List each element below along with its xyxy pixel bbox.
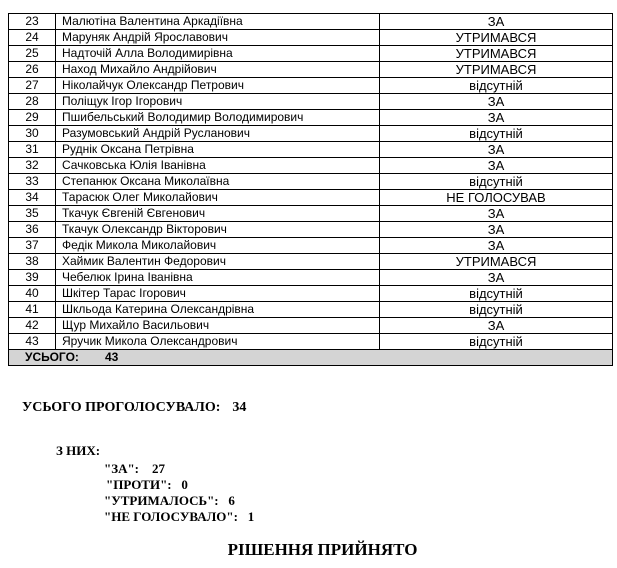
row-number: 24 xyxy=(9,30,56,46)
row-number: 34 xyxy=(9,190,56,206)
row-number: 43 xyxy=(9,334,56,350)
breakdown-abstained-label: "УТРИМАЛОСЬ": xyxy=(104,493,219,508)
table-row xyxy=(9,206,613,222)
vote-result: ЗА xyxy=(380,222,613,238)
vote-result: УТРИМАВСЯ xyxy=(380,62,613,78)
breakdown-for xyxy=(104,461,165,477)
table-row xyxy=(9,174,613,190)
table-row xyxy=(9,238,613,254)
deputy-name: Хаймик Валентин Федорович xyxy=(56,254,380,270)
deputy-name: Тарасюк Олег Миколайович xyxy=(56,190,380,206)
deputy-name: Федік Микола Миколайович xyxy=(56,238,380,254)
deputy-name: Поліщук Ігор Ігорович xyxy=(56,94,380,110)
breakdown-against xyxy=(106,477,188,493)
breakdown-for-value: 27 xyxy=(152,461,166,476)
of-them-heading: З НИХ: xyxy=(56,443,101,458)
table-row xyxy=(9,78,613,94)
deputy-name: Маруняк Андрій Ярославович xyxy=(56,30,380,46)
table-row xyxy=(9,30,613,46)
deputy-name: Ткачук Євгеній Євгенович xyxy=(56,206,380,222)
table-row xyxy=(9,286,613,302)
vote-result: ЗА xyxy=(380,142,613,158)
breakdown-for-label: "ЗА": xyxy=(104,461,140,476)
row-number: 33 xyxy=(9,174,56,190)
row-number: 42 xyxy=(9,318,56,334)
table-row xyxy=(9,190,613,206)
row-number: 28 xyxy=(9,94,56,110)
deputy-name: Руднік Оксана Петрівна xyxy=(56,142,380,158)
total-value: 43 xyxy=(105,350,119,364)
total-row xyxy=(9,350,613,366)
table-row xyxy=(9,110,613,126)
row-number: 29 xyxy=(9,110,56,126)
total-label: УСЬОГО: xyxy=(25,350,79,364)
row-number: 41 xyxy=(9,302,56,318)
vote-table-body xyxy=(9,14,613,350)
deputy-name: Шкітер Тарас Ігорович xyxy=(56,286,380,302)
row-number: 36 xyxy=(9,222,56,238)
vote-result: ЗА xyxy=(380,318,613,334)
table-row xyxy=(9,14,613,30)
deputy-name: Сачковська Юлія Іванівна xyxy=(56,158,380,174)
total-voted-line xyxy=(22,400,246,416)
vote-result: відсутній xyxy=(380,334,613,350)
row-number: 25 xyxy=(9,46,56,62)
row-number: 35 xyxy=(9,206,56,222)
vote-result: ЗА xyxy=(380,238,613,254)
breakdown-against-label: "ПРОТИ": xyxy=(106,477,172,492)
row-number: 27 xyxy=(9,78,56,94)
vote-result: відсутній xyxy=(380,78,613,94)
table-row xyxy=(9,222,613,238)
vote-result: УТРИМАВСЯ xyxy=(380,254,613,270)
vote-result: відсутній xyxy=(380,286,613,302)
breakdown-not-voted-label: "НЕ ГОЛОСУВАЛО": xyxy=(104,509,238,524)
table-row xyxy=(9,142,613,158)
table-row xyxy=(9,158,613,174)
breakdown-not-voted xyxy=(104,509,254,525)
deputy-name: Надточій Алла Володимирівна xyxy=(56,46,380,62)
table-row xyxy=(9,46,613,62)
vote-result: відсутній xyxy=(380,126,613,142)
vote-result: ЗА xyxy=(380,270,613,286)
deputy-name: Шкльода Катерина Олександрівна xyxy=(56,302,380,318)
table-row xyxy=(9,318,613,334)
breakdown-abstained-value: 6 xyxy=(228,493,235,508)
deputy-name: Ткачук Олександр Вікторович xyxy=(56,222,380,238)
breakdown-abstained xyxy=(104,493,235,509)
deputy-name: Щур Михайло Васильович xyxy=(56,318,380,334)
row-number: 31 xyxy=(9,142,56,158)
row-number: 30 xyxy=(9,126,56,142)
deputy-name: Чебелюк Ірина Іванівна xyxy=(56,270,380,286)
row-number: 32 xyxy=(9,158,56,174)
table-row xyxy=(9,254,613,270)
table-row xyxy=(9,62,613,78)
vote-result: ЗА xyxy=(380,206,613,222)
vote-result: ЗА xyxy=(380,94,613,110)
vote-result: ЗА xyxy=(380,14,613,30)
deputy-name: Малютіна Валентина Аркадіївна xyxy=(56,14,380,30)
vote-result: УТРИМАВСЯ xyxy=(380,46,613,62)
deputy-name: Яручик Микола Олександрович xyxy=(56,334,380,350)
table-row xyxy=(9,334,613,350)
deputy-name: Разумовський Андрій Русланович xyxy=(56,126,380,142)
decision-title: РІШЕННЯ ПРИЙНЯТО xyxy=(227,540,418,559)
breakdown-against-value: 0 xyxy=(181,477,188,492)
vote-result: ЗА xyxy=(380,110,613,126)
vote-result: УТРИМАВСЯ xyxy=(380,30,613,46)
row-number: 23 xyxy=(9,14,56,30)
deputy-name: Степанюк Оксана Миколаївна xyxy=(56,174,380,190)
deputy-name: Пшибельський Володимир Володимирович xyxy=(56,110,380,126)
row-number: 26 xyxy=(9,62,56,78)
breakdown-not-voted-value: 1 xyxy=(247,509,255,524)
total-voted-label: УСЬОГО ПРОГОЛОСУВАЛО: xyxy=(22,400,221,415)
vote-result: НЕ ГОЛОСУВАВ xyxy=(380,190,613,206)
row-number: 37 xyxy=(9,238,56,254)
table-row xyxy=(9,126,613,142)
deputy-name: Ніколайчук Олександр Петрович xyxy=(56,78,380,94)
table-row xyxy=(9,94,613,110)
vote-result: ЗА xyxy=(380,158,613,174)
table-row xyxy=(9,270,613,286)
row-number: 38 xyxy=(9,254,56,270)
row-number: 40 xyxy=(9,286,56,302)
table-row xyxy=(9,302,613,318)
total-cell xyxy=(9,350,613,366)
vote-result: відсутній xyxy=(380,174,613,190)
vote-result: відсутній xyxy=(380,302,613,318)
row-number: 39 xyxy=(9,270,56,286)
deputy-name: Наход Михайло Андрійович xyxy=(56,62,380,78)
total-voted-value: 34 xyxy=(232,400,247,415)
vote-table xyxy=(8,13,613,366)
